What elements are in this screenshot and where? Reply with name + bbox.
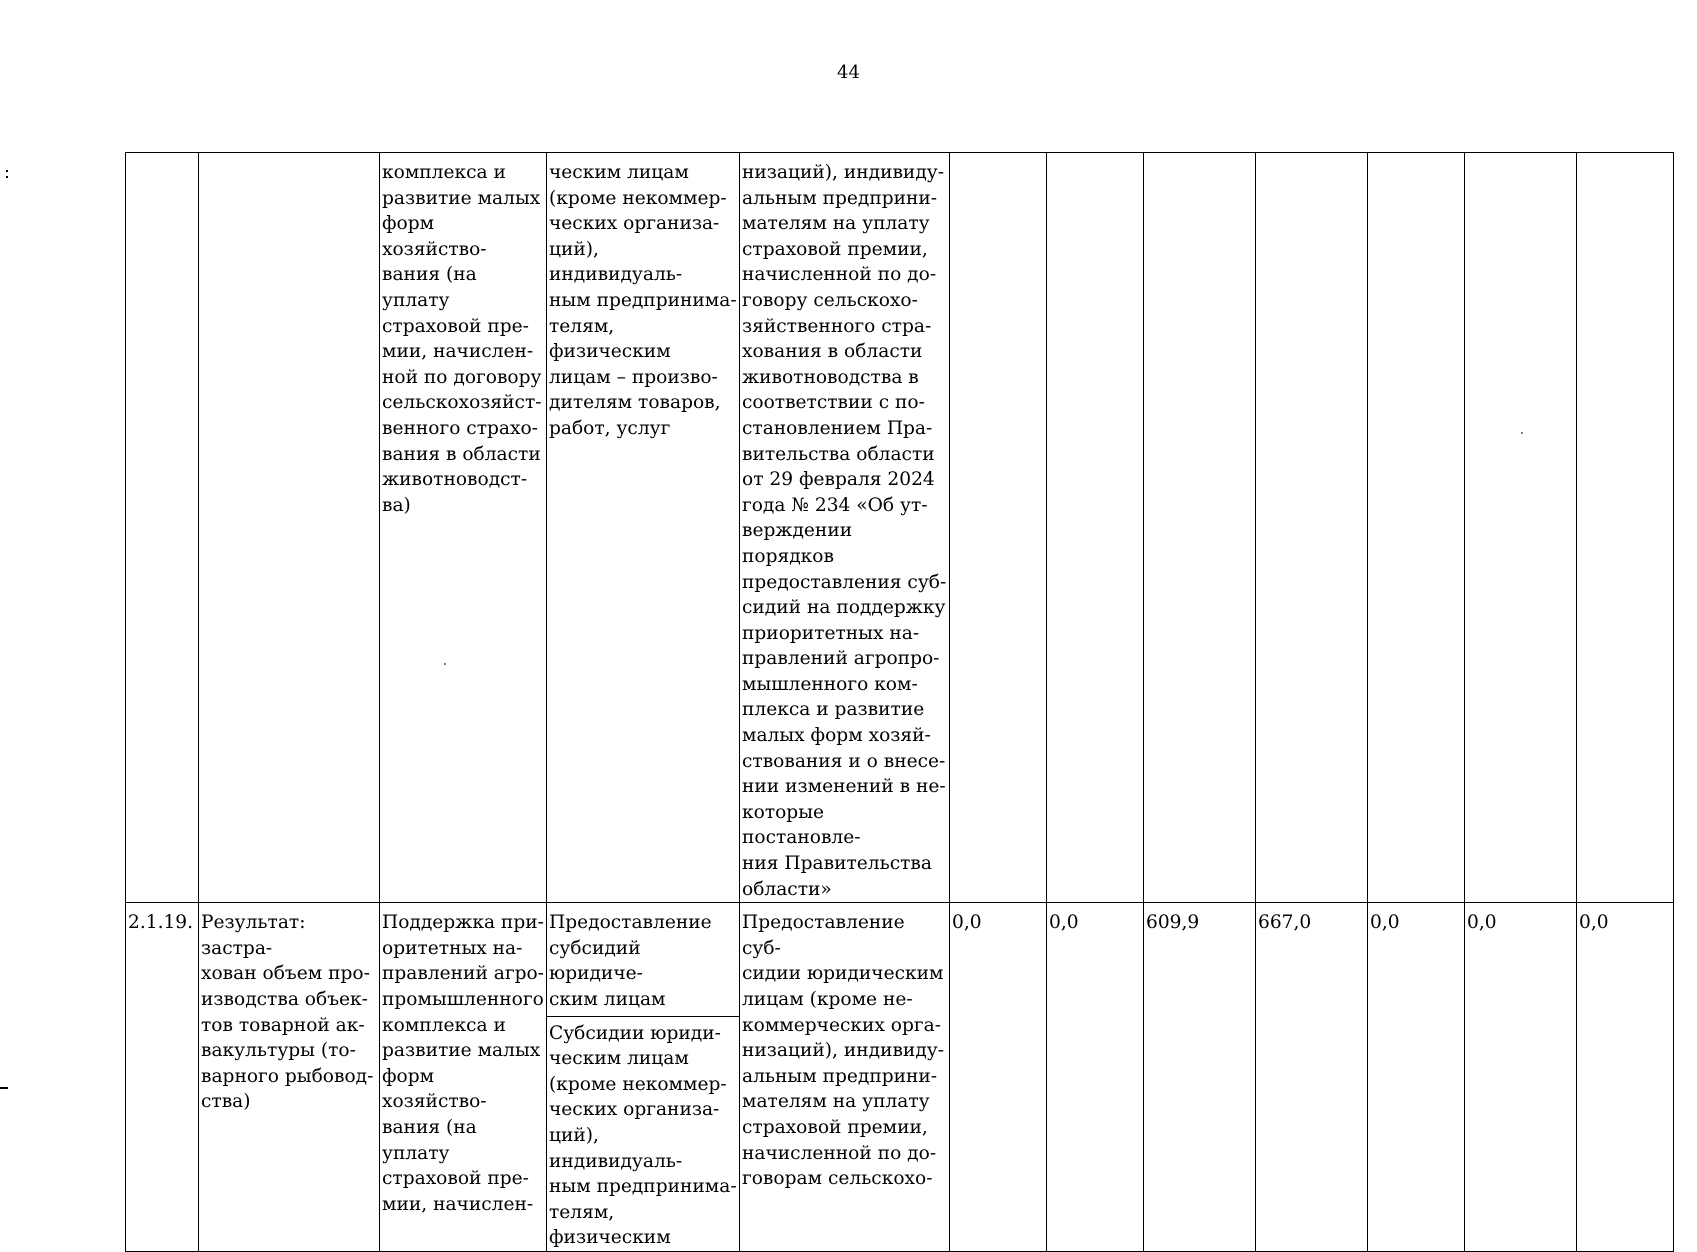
value-cell: 0,0 [1577, 903, 1674, 1252]
direction-cell [547, 903, 740, 1252]
value-cell: 0,0 [1047, 903, 1144, 1252]
description-cell: Предоставление суб- сидии юридическим лицам (кроме не- коммерческих орга- низаций), индивиду- альным предприни- мателям на уплату страховой премии, начисленной по до- говорам сельскохо- [740, 903, 950, 1252]
margin-tick-mark [6, 170, 8, 172]
value-cell [950, 153, 1047, 903]
margin-dash-mark [0, 1087, 8, 1089]
direction-cell: ческим лицам (кроме некоммер- ческих организа- ций), индивидуаль- ным предпринима- телям, физическим лицам – произво- дителям товаров, работ, услуг [547, 153, 740, 903]
direction-top-text: Предоставление субсидий юридиче- ским лицам [547, 910, 739, 1016]
value-cell: 667,0 [1256, 903, 1368, 1252]
description-cell: низаций), индивиду- альным предприни- мателям на уплату страховой премии, начисленной по до- говору сельскохо- зяйственного стра- хования в области животноводства в соответствии с по- становлением Пра- вительства области от 29 февраля 2024 года № 234 «Об ут- верждении порядков предоставления суб- сидий на поддержку приоритетных на- правлений агропро- мышленного ком- плекса и развитие малых форм хозяй- ствования и о внесе- нии изменений в не- которые постановле- ния Правительства области» [740, 153, 950, 903]
value-cell [1577, 153, 1674, 903]
value-cell [1465, 153, 1577, 903]
margin-tick-mark [6, 176, 8, 178]
direction-bottom-text: Субсидии юриди- ческим лицам (кроме некоммер- ческих организа- ций), индивидуаль- ным предпринима- телям, физическим [549, 1022, 737, 1249]
value-cell: 0,0 [1465, 903, 1577, 1252]
row-number-cell [126, 153, 199, 903]
value-cell [1256, 153, 1368, 903]
program-table [125, 152, 1674, 1252]
value-cell [1368, 153, 1465, 903]
table-row [126, 153, 1674, 903]
result-cell [199, 153, 380, 903]
value-cell: 609,9 [1144, 903, 1256, 1252]
result-cell: Результат: застра- хован объем про- изводства объек- тов товарной ак- вакультуры (то- варного рыбовод- ства) [199, 903, 380, 1252]
row-number-cell: 2.1.19. [126, 903, 199, 1252]
value-cell: 0,0 [950, 903, 1047, 1252]
page-number: 44 [837, 62, 860, 83]
table-row [126, 903, 1674, 1252]
measure-cell: комплекса и развитие малых форм хозяйство- вания (на уплату страховой пре- мии, начислен- ной по договору сельскохозяйст- венного страхо- вания в области животноводст- ва) [380, 153, 547, 903]
measure-cell: Поддержка при- оритетных на- правлений агро- промышленного комплекса и развитие малых форм хозяйство- вания (на уплату страховой пре- мии, начислен- [380, 903, 547, 1252]
value-cell: 0,0 [1368, 903, 1465, 1252]
value-cell [1144, 153, 1256, 903]
value-cell [1047, 153, 1144, 903]
